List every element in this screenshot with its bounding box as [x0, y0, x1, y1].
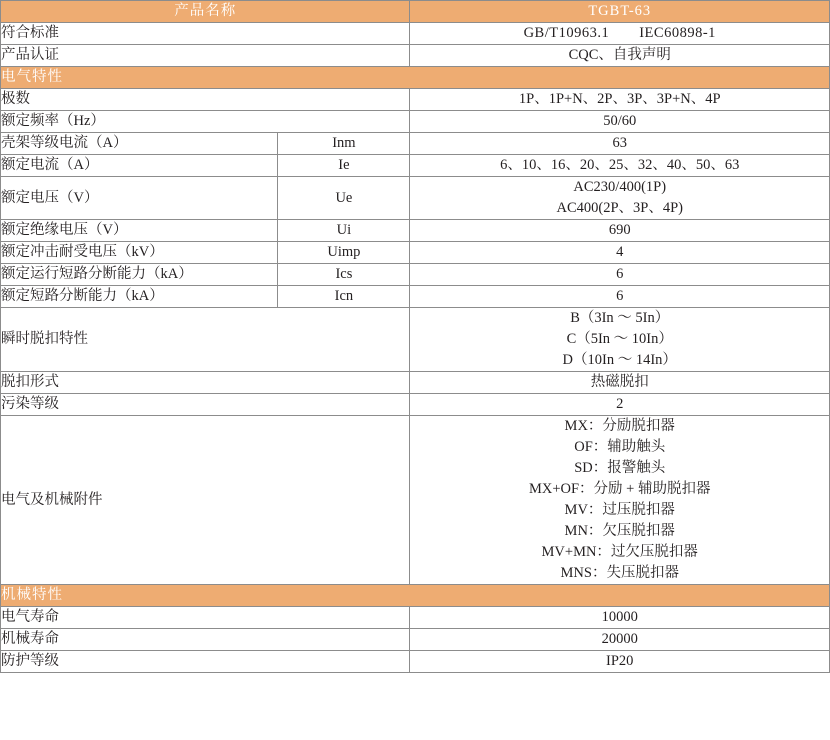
- table-row: [1, 607, 830, 629]
- table-row: [1, 651, 830, 673]
- table-row: [1, 45, 830, 67]
- row-symbol-ultimate-breaking: Icn: [278, 286, 410, 308]
- table-row: [1, 89, 830, 111]
- row-symbol-rated-voltage: Ue: [278, 177, 410, 220]
- row-label-ultimate-breaking: 额定短路分断能力（kA）: [1, 286, 278, 308]
- section-label-electrical: 电气特性: [1, 67, 830, 89]
- row-label-rated-current: 额定电流（A）: [1, 155, 278, 177]
- row-value-electrical-life: 10000: [410, 607, 830, 629]
- row-label-certification: 产品认证: [1, 45, 410, 67]
- row-label-standard: 符合标准: [1, 23, 410, 45]
- row-label-insulation-voltage: 额定绝缘电压（V）: [1, 220, 278, 242]
- table-row: [1, 394, 830, 416]
- section-header-electrical: [1, 67, 830, 89]
- row-value-mechanical-life: 20000: [410, 629, 830, 651]
- row-value-protection-degree: IP20: [410, 651, 830, 673]
- row-value-rated-current: 6、10、16、20、25、32、40、50、63: [410, 155, 830, 177]
- row-symbol-impulse-voltage: Uimp: [278, 242, 410, 264]
- table-row: [1, 111, 830, 133]
- row-value-service-breaking: 6: [410, 264, 830, 286]
- row-label-trip-curve: 瞬时脱扣特性: [1, 308, 410, 372]
- table-row: [1, 23, 830, 45]
- table-row: [1, 286, 830, 308]
- table-row: [1, 264, 830, 286]
- row-value-ultimate-breaking: 6: [410, 286, 830, 308]
- row-label-electrical-life: 电气寿命: [1, 607, 410, 629]
- row-value-accessories: MX：分励脱扣器 OF：辅助触头 SD：报警触头 MX+OF：分励 + 辅助脱扣器 MV：过压脱扣器 MN：欠压脱扣器 MV+MN：过欠压脱扣器 MNS：失压脱扣器: [410, 416, 830, 585]
- table-row: [1, 220, 830, 242]
- table-row: [1, 177, 830, 220]
- row-value-impulse-voltage: 4: [410, 242, 830, 264]
- row-value-certification: CQC、自我声明: [410, 45, 830, 67]
- table-header-row: [1, 1, 830, 23]
- row-value-trip-curve: B（3In ～ 5In） C（5In ～ 10In） D（10In ～ 14In）: [410, 308, 830, 372]
- row-label-impulse-voltage: 额定冲击耐受电压（kV）: [1, 242, 278, 264]
- row-symbol-insulation-voltage: Ui: [278, 220, 410, 242]
- row-label-poles: 极数: [1, 89, 410, 111]
- row-label-accessories: 电气及机械附件: [1, 416, 410, 585]
- row-label-rated-voltage: 额定电压（V）: [1, 177, 278, 220]
- row-symbol-rated-current: Ie: [278, 155, 410, 177]
- row-label-frame-current: 壳架等级电流（A）: [1, 133, 278, 155]
- row-label-pollution-degree: 污染等级: [1, 394, 410, 416]
- table-row: [1, 308, 830, 372]
- row-label-frequency: 额定频率（Hz）: [1, 111, 410, 133]
- row-value-poles: 1P、1P+N、2P、3P、3P+N、4P: [410, 89, 830, 111]
- row-value-pollution-degree: 2: [410, 394, 830, 416]
- row-value-frequency: 50/60: [410, 111, 830, 133]
- row-symbol-frame-current: Inm: [278, 133, 410, 155]
- row-label-mechanical-life: 机械寿命: [1, 629, 410, 651]
- section-header-mechanical: [1, 585, 830, 607]
- table-row: [1, 242, 830, 264]
- header-product-model: TGBT-63: [410, 1, 830, 23]
- row-value-trip-type: 热磁脱扣: [410, 372, 830, 394]
- row-label-trip-type: 脱扣形式: [1, 372, 410, 394]
- row-label-protection-degree: 防护等级: [1, 651, 410, 673]
- row-value-insulation-voltage: 690: [410, 220, 830, 242]
- row-value-standard: GB/T10963.1 IEC60898-1: [410, 23, 830, 45]
- row-value-frame-current: 63: [410, 133, 830, 155]
- header-product-name: 产品名称: [1, 1, 410, 23]
- table-row: [1, 155, 830, 177]
- row-symbol-service-breaking: Ics: [278, 264, 410, 286]
- section-label-mechanical: 机械特性: [1, 585, 830, 607]
- table-row: [1, 133, 830, 155]
- table-row: [1, 416, 830, 585]
- row-value-rated-voltage: AC230/400(1P) AC400(2P、3P、4P): [410, 177, 830, 220]
- table-row: [1, 372, 830, 394]
- table-row: [1, 629, 830, 651]
- row-label-service-breaking: 额定运行短路分断能力（kA）: [1, 264, 278, 286]
